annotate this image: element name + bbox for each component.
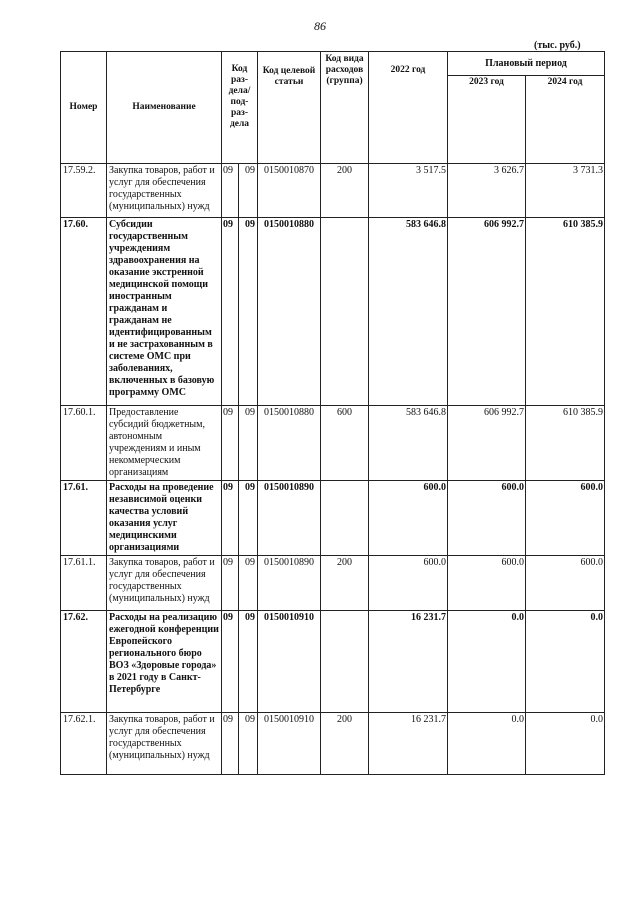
row-number: 17.61. xyxy=(61,481,107,556)
row-section: 09 xyxy=(222,713,239,775)
row-expense-type xyxy=(321,218,369,406)
table-row xyxy=(61,164,605,218)
row-name: Закупка товаров, работ и услуг для обеспечения государственных (муниципальных) нужд xyxy=(107,164,222,218)
header-2024: 2024 год xyxy=(526,76,605,164)
row-subsection: 09 xyxy=(239,611,258,713)
row-name: Предоставление субсидий бюджетным, автономным учреждениям и иным некоммерческим организациям xyxy=(107,406,222,481)
row-subsection: 09 xyxy=(239,218,258,406)
row-target: 0150010890 xyxy=(258,556,321,611)
row-section: 09 xyxy=(222,611,239,713)
row-2023: 606 992.7 xyxy=(448,406,526,481)
row-number: 17.60. xyxy=(61,218,107,406)
row-expense-type xyxy=(321,481,369,556)
row-target: 0150010910 xyxy=(258,713,321,775)
row-2023: 600.0 xyxy=(448,556,526,611)
row-expense-type: 200 xyxy=(321,556,369,611)
row-section: 09 xyxy=(222,164,239,218)
row-number: 17.62. xyxy=(61,611,107,713)
row-2024: 3 731.3 xyxy=(526,164,605,218)
row-name: Субсидии государственным учреждениям здравоохранения на оказание экстренной медицинской помощи иностранным гражданам и гражданам не идентифицированным и не застрахованным в системе ОМС при заболеваниях, включенных в базовую программу ОМС xyxy=(107,218,222,406)
row-number: 17.62.1. xyxy=(61,713,107,775)
row-2022: 600.0 xyxy=(369,556,448,611)
row-target: 0150010890 xyxy=(258,481,321,556)
row-target: 0150010880 xyxy=(258,218,321,406)
row-2023: 3 626.7 xyxy=(448,164,526,218)
header-number: Номер xyxy=(61,52,107,164)
row-name: Закупка товаров, работ и услуг для обеспечения государственных (муниципальных) нужд xyxy=(107,556,222,611)
row-expense-type xyxy=(321,611,369,713)
row-2024: 610 385.9 xyxy=(526,218,605,406)
row-section: 09 xyxy=(222,481,239,556)
row-section: 09 xyxy=(222,406,239,481)
header-2023: 2023 год xyxy=(448,76,526,164)
row-2022: 583 646.8 xyxy=(369,406,448,481)
row-2022: 3 517.5 xyxy=(369,164,448,218)
row-2023: 0.0 xyxy=(448,713,526,775)
row-subsection: 09 xyxy=(239,713,258,775)
row-target: 0150010880 xyxy=(258,406,321,481)
table-body xyxy=(61,164,605,775)
row-2022: 16 231.7 xyxy=(369,611,448,713)
row-2022: 600.0 xyxy=(369,481,448,556)
table-row xyxy=(61,406,605,481)
row-number: 17.60.1. xyxy=(61,406,107,481)
row-2024: 610 385.9 xyxy=(526,406,605,481)
row-2024: 600.0 xyxy=(526,556,605,611)
header-planning-period: Плановый период xyxy=(448,52,605,76)
row-2024: 600.0 xyxy=(526,481,605,556)
row-2024: 0.0 xyxy=(526,611,605,713)
header-name: Наименование xyxy=(107,52,222,164)
table-row xyxy=(61,556,605,611)
table-row xyxy=(61,713,605,775)
row-name: Расходы на реализацию ежегодной конференции Европейского регионального бюро ВОЗ «Здоровые города» в 2021 году в Санкт-Петербурге xyxy=(107,611,222,713)
row-expense-type: 200 xyxy=(321,164,369,218)
row-subsection: 09 xyxy=(239,481,258,556)
table-row xyxy=(61,481,605,556)
row-section: 09 xyxy=(222,218,239,406)
row-2023: 600.0 xyxy=(448,481,526,556)
header-expense-type: Код вида расходов (группа) xyxy=(321,52,369,164)
row-subsection: 09 xyxy=(239,164,258,218)
row-name: Расходы на проведение независимой оценки качества условий оказания услуг медицинскими организациями xyxy=(107,481,222,556)
row-2022: 16 231.7 xyxy=(369,713,448,775)
header-target: Код целевой статьи xyxy=(258,52,321,164)
row-subsection: 09 xyxy=(239,556,258,611)
row-number: 17.61.1. xyxy=(61,556,107,611)
row-2023: 0.0 xyxy=(448,611,526,713)
row-number: 17.59.2. xyxy=(61,164,107,218)
header-2022: 2022 год xyxy=(369,52,448,164)
row-target: 0150010870 xyxy=(258,164,321,218)
table-row xyxy=(61,611,605,713)
page-number: 86 xyxy=(314,19,326,33)
row-expense-type: 200 xyxy=(321,713,369,775)
row-2024: 0.0 xyxy=(526,713,605,775)
table-row xyxy=(61,218,605,406)
row-2022: 583 646.8 xyxy=(369,218,448,406)
unit-label: (тыс. руб.) xyxy=(534,40,581,51)
row-target: 0150010910 xyxy=(258,611,321,713)
row-2023: 606 992.7 xyxy=(448,218,526,406)
row-expense-type: 600 xyxy=(321,406,369,481)
header-section: Код раз-дела/ под-раз-дела xyxy=(222,52,258,164)
row-subsection: 09 xyxy=(239,406,258,481)
row-section: 09 xyxy=(222,556,239,611)
budget-table xyxy=(60,51,605,775)
row-name: Закупка товаров, работ и услуг для обеспечения государственных (муниципальных) нужд xyxy=(107,713,222,775)
